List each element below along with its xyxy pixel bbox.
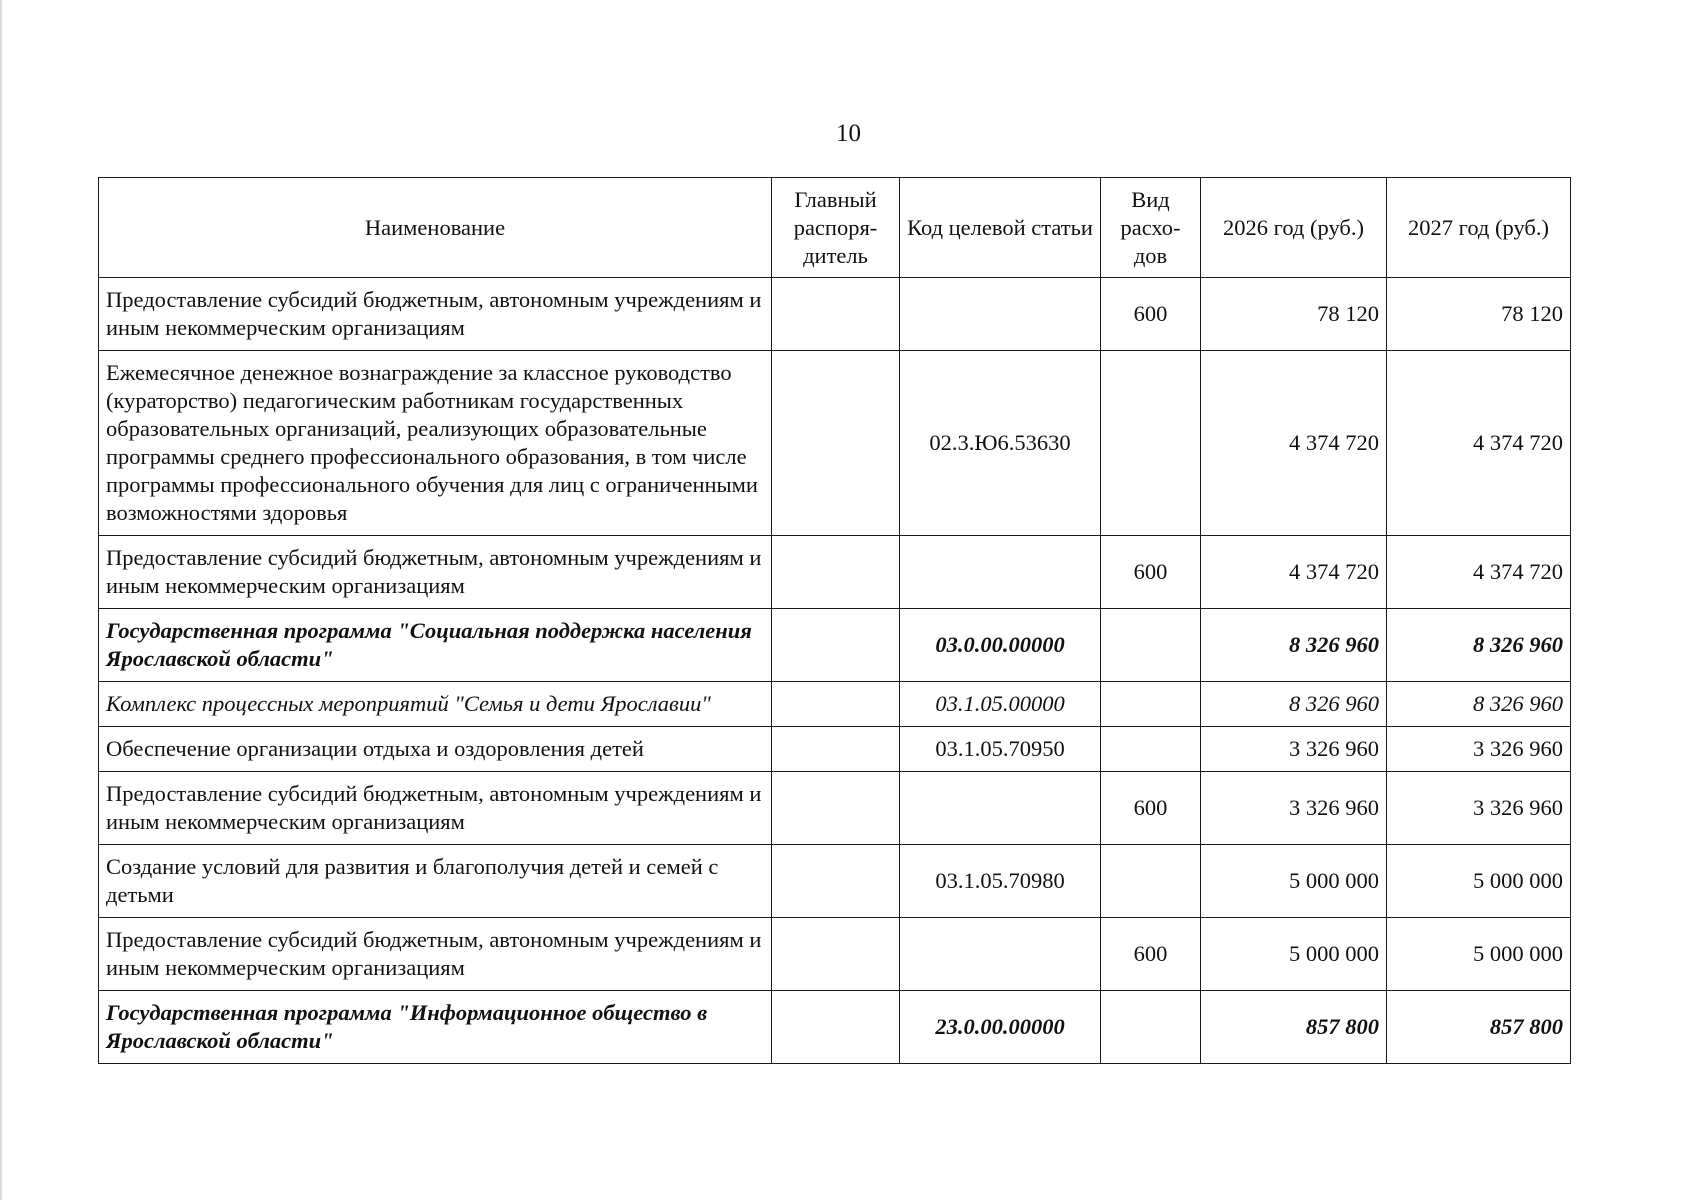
scan-edge [0,0,3,1200]
table-row [99,351,1571,536]
cell-expense-type: 600 [1101,536,1201,609]
cell-year-2026: 3 326 960 [1201,727,1387,772]
cell-code: 03.0.00.00000 [900,609,1101,682]
cell-manager [772,278,900,351]
cell-year-2026: 8 326 960 [1201,609,1387,682]
cell-year-2027: 3 326 960 [1387,772,1571,845]
cell-name: Предоставление субсидий бюджетным, автономным учреждениям и иным некоммерческим организациям [99,918,772,991]
cell-year-2027: 8 326 960 [1387,609,1571,682]
cell-code: 03.1.05.70950 [900,727,1101,772]
budget-table [98,177,1571,1064]
cell-name: Государственная программа "Социальная поддержка населения Ярославской области" [99,609,772,682]
cell-year-2026: 4 374 720 [1201,351,1387,536]
header-row [99,178,1571,278]
table-row-complex [99,682,1571,727]
cell-expense-type [1101,682,1201,727]
cell-manager [772,991,900,1064]
cell-year-2027: 4 374 720 [1387,536,1571,609]
table-row [99,536,1571,609]
cell-name: Комплекс процессных мероприятий "Семья и дети Ярославии" [99,682,772,727]
cell-expense-type [1101,991,1201,1064]
cell-code: 03.1.05.00000 [900,682,1101,727]
cell-year-2027: 4 374 720 [1387,351,1571,536]
cell-year-2027: 857 800 [1387,991,1571,1064]
cell-code [900,278,1101,351]
cell-name: Создание условий для развития и благополучия детей и семей с детьми [99,845,772,918]
cell-expense-type [1101,351,1201,536]
cell-year-2026: 3 326 960 [1201,772,1387,845]
header-manager: Главный распоря-дитель [772,178,900,278]
cell-manager [772,609,900,682]
cell-year-2027: 5 000 000 [1387,845,1571,918]
table-row [99,918,1571,991]
table-header [99,178,1571,278]
cell-year-2026: 5 000 000 [1201,845,1387,918]
cell-year-2027: 8 326 960 [1387,682,1571,727]
cell-code: 03.1.05.70980 [900,845,1101,918]
header-expense-type: Вид расхо-дов [1101,178,1201,278]
table-row [99,727,1571,772]
cell-expense-type [1101,845,1201,918]
cell-year-2026: 4 374 720 [1201,536,1387,609]
cell-code [900,772,1101,845]
table-row-program [99,609,1571,682]
header-year-2027: 2027 год (руб.) [1387,178,1571,278]
cell-expense-type [1101,727,1201,772]
table-row-program [99,991,1571,1064]
page-number: 10 [836,120,861,147]
header-year-2026: 2026 год (руб.) [1201,178,1387,278]
cell-code [900,536,1101,609]
cell-code: 23.0.00.00000 [900,991,1101,1064]
header-name: Наименование [99,178,772,278]
cell-manager [772,727,900,772]
cell-year-2027: 78 120 [1387,278,1571,351]
cell-code [900,918,1101,991]
cell-manager [772,918,900,991]
cell-year-2026: 78 120 [1201,278,1387,351]
cell-year-2027: 5 000 000 [1387,918,1571,991]
cell-year-2026: 8 326 960 [1201,682,1387,727]
cell-manager [772,845,900,918]
table-row [99,278,1571,351]
table-body [99,278,1571,1064]
cell-manager [772,772,900,845]
cell-year-2027: 3 326 960 [1387,727,1571,772]
cell-expense-type: 600 [1101,772,1201,845]
cell-year-2026: 5 000 000 [1201,918,1387,991]
cell-year-2026: 857 800 [1201,991,1387,1064]
cell-manager [772,351,900,536]
table-row [99,772,1571,845]
cell-name: Предоставление субсидий бюджетным, автономным учреждениям и иным некоммерческим организациям [99,536,772,609]
cell-name: Предоставление субсидий бюджетным, автономным учреждениям и иным некоммерческим организациям [99,278,772,351]
cell-name: Ежемесячное денежное вознаграждение за классное руководство (кураторство) педагогическим работникам государственных образовательных организаций, реализующих образовательные программы среднего профессионального образования, в том числе программы профессионального обучения для лиц с ограниченными возможностями здоровья [99,351,772,536]
cell-code: 02.3.Ю6.53630 [900,351,1101,536]
cell-name: Предоставление субсидий бюджетным, автономным учреждениям и иным некоммерческим организациям [99,772,772,845]
cell-expense-type [1101,609,1201,682]
table-row [99,845,1571,918]
cell-expense-type: 600 [1101,918,1201,991]
cell-manager [772,682,900,727]
header-code: Код целевой статьи [900,178,1101,278]
cell-name: Государственная программа "Информационное общество в Ярославской области" [99,991,772,1064]
cell-expense-type: 600 [1101,278,1201,351]
cell-name: Обеспечение организации отдыха и оздоровления детей [99,727,772,772]
cell-manager [772,536,900,609]
